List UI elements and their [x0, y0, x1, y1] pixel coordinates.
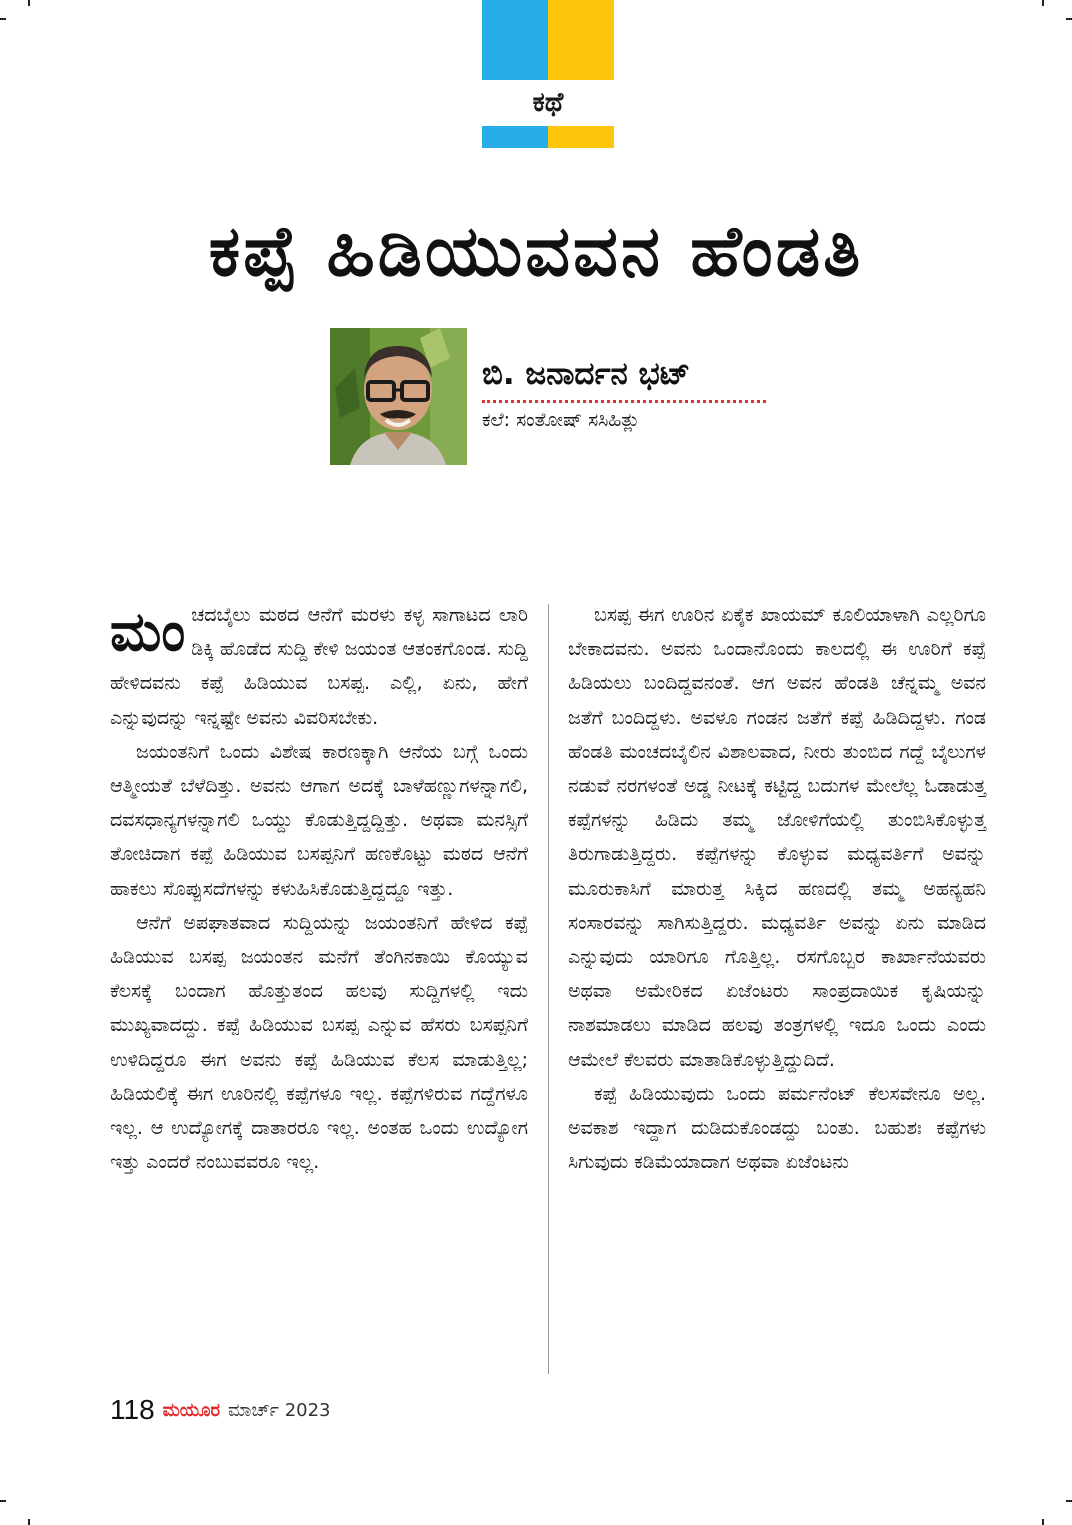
crop-mark-bottom-right	[1066, 1500, 1072, 1502]
section-label: ಕಥೆ	[532, 87, 564, 118]
story-paragraph: ಜಯಂತನಿಗೆ ಒಂದು ವಿಶೇಷ ಕಾರಣಕ್ಕಾಗಿ ಆನೆಯ ಬಗ್ಗೆ ಒಂದು ಆತ್ಮೀಯತೆ ಬೆಳೆದಿತ್ತು. ಅವನು ಆಗಾಗ ಅದಕ್ಕೆ ಬಾಳೆಹಣ್ಣುಗಳನ್ನಾಗಲಿ, ದವಸಧಾನ್ಯಗಳನ್ನಾಗಲಿ ಒಯ್ದು ಕೊಡುತ್ತಿದ್ದದ್ದಿತ್ತು. ಅಥವಾ ಮನಸ್ಸಿಗೆ ತೋಚಿದಾಗ ಕಪ್ಪೆ ಹಿಡಿಯುವ ಬಸಪ್ಪನಿಗೆ ಹಣಕೊಟ್ಟು ಮಠದ ಆನೆಗೆ ಹಾಕಲು ಸೊಪ್ಪುಸದೆಗಳನ್ನು ಕಳುಹಿಸಿಕೊಡುತ್ತಿದ್ದದ್ದೂ ಇತ್ತು.	[110, 740, 528, 900]
drop-cap: ಮಂ	[110, 600, 186, 663]
badge-yellow-strip	[548, 126, 614, 148]
page-number: 118	[110, 1394, 155, 1425]
story-paragraph: ಬಸಪ್ಪ ಈಗ ಊರಿನ ಏಕೈಕ ಖಾಯಮ್ ಕೂಲಿಯಾಳಾಗಿ ಎಲ್ಲರಿಗೂ ಬೇಕಾದವನು. ಅವನು ಒಂದಾನೊಂದು ಕಾಲದಲ್ಲಿ ಈ ಊರಿಗೆ ಕಪ್ಪೆ ಹಿಡಿಯಲು ಬಂದಿದ್ದವನಂತೆ. ಆಗ ಅವನ ಹೆಂಡತಿ ಚೆನ್ನಮ್ಮ ಅವನ ಜತೆಗೆ ಬಂದಿದ್ದಳು. ಅವಳೂ ಗಂಡನ ಜತೆಗೆ ಕಪ್ಪೆ ಹಿಡಿದಿದ್ದಳು. ಗಂಡ ಹೆಂಡತಿ ಮಂಚದಬೈಲಿನ ವಿಶಾಲವಾದ, ನೀರು ತುಂಬಿದ ಗದ್ದೆ ಬೈಲುಗಳ ನಡುವೆ ನರಗಳಂತೆ ಅಡ್ಡ ನೀಟಕ್ಕೆ ಕಟ್ಟಿದ್ದ ಬದುಗಳ ಮೇಲೆಲ್ಲ ಓಡಾಡುತ್ತ ಕಪ್ಪೆಗಳನ್ನು ಹಿಡಿದು ತಮ್ಮ ಜೋಳಿಗೆಯಲ್ಲಿ ತುಂಬಿಸಿಕೊಳ್ಳುತ್ತ ತಿರುಗಾಡುತ್ತಿದ್ದರು. ಕಪ್ಪೆಗಳನ್ನು ಕೊಳ್ಳುವ ಮಧ್ಯವರ್ತಿಗೆ ಅವನ್ನು ಮೂರುಕಾಸಿಗೆ ಮಾರುತ್ತ ಸಿಕ್ಕಿದ ಹಣದಲ್ಲಿ ತಮ್ಮ ಅಹನ್ಯಹನಿ ಸಂಸಾರವನ್ನು ಸಾಗಿಸುತ್ತಿದ್ದರು. ಮಧ್ಯವರ್ತಿ ಅವನ್ನು ಏನು ಮಾಡಿದ ಎನ್ನುವುದು ಯಾರಿಗೂ ಗೊತ್ತಿಲ್ಲ. ರಸಗೊಬ್ಬರ ಕಾರ್ಖಾನೆಯವರು ಅಥವಾ ಅಮೇರಿಕದ ಏಜೆಂಟರು ಸಾಂಪ್ರದಾಯಿಕ ಕೃಷಿಯನ್ನು ನಾಶಮಾಡಲು ಮಾಡಿದ ಹಲವು ತಂತ್ರಗಳಲ್ಲಿ ಇದೂ ಒಂದು ಎಂದು ಆಮೇಲೆ ಕೆಲವರು ಮಾತಾಡಿಕೊಳ್ಳುತ್ತಿದ್ದುದಿದೆ.	[568, 604, 986, 1071]
paragraph-text: ಚದಬೈಲು ಮಠದ ಆನೆಗೆ ಮರಳು ಕಳ್ಳ ಸಾಗಾಟದ ಲಾರಿ ಡಿಕ್ಕಿ ಹೊಡೆದ ಸುದ್ದಿ ಕೇಳಿ ಜಯಂತ ಆತಂಕಗೊಂಡ. ಸುದ್ದಿ ಹೇಳಿದವನು ಕಪ್ಪೆ ಹಿಡಿಯುವ ಬಸಪ್ಪ. ಎಲ್ಲಿ, ಏನು, ಹೇಗೆ ಎನ್ನುವುದನ್ನು ಇನ್ನಷ್ಟೇ ಅವನು ವಿವರಿಸಬೇಕು.	[110, 604, 528, 729]
story-column-right	[568, 598, 986, 1179]
story-title: ಕಪ್ಪೆ ಹಿಡಿಯುವವನ ಹೆಂಡತಿ	[208, 210, 864, 292]
author-divider	[482, 400, 766, 403]
crop-mark-top-left-v	[28, 0, 30, 6]
badge-yellow-block	[548, 0, 614, 80]
crop-mark-bottom-left-v	[28, 1519, 30, 1525]
crop-mark-bottom-left	[0, 1500, 6, 1502]
story-column-left	[110, 598, 528, 1179]
crop-mark-top-right-v	[1042, 0, 1044, 6]
magazine-logo: ಮಯೂರ	[162, 1399, 221, 1421]
story-paragraph: ಆನೆಗೆ ಅಪಘಾತವಾದ ಸುದ್ದಿಯನ್ನು ಜಯಂತನಿಗೆ ಹೇಳಿದ ಕಪ್ಪೆ ಹಿಡಿಯುವ ಬಸಪ್ಪ ಜಯಂತನ ಮನೆಗೆ ತೆಂಗಿನಕಾಯಿ ಕೊಯ್ಯುವ ಕೆಲಸಕ್ಕೆ ಬಂದಾಗ ಹೊತ್ತುತಂದ ಹಲವು ಸುದ್ದಿಗಳಲ್ಲಿ ಇದು ಮುಖ್ಯವಾದದ್ದು. ಕಪ್ಪೆ ಹಿಡಿಯುವ ಬಸಪ್ಪ ಎನ್ನುವ ಹೆಸರು ಬಸಪ್ಪನಿಗೆ ಉಳಿದಿದ್ದರೂ ಈಗ ಅವನು ಕಪ್ಪೆ ಹಿಡಿಯುವ ಕೆಲಸ ಮಾಡುತ್ತಿಲ್ಲ; ಹಿಡಿಯಲಿಕ್ಕೆ ಈಗ ಊರಿನಲ್ಲಿ ಕಪ್ಪೆಗಳೂ ಇಲ್ಲ. ಕಪ್ಪೆಗಳಿರುವ ಗದ್ದೆಗಳೂ ಇಲ್ಲ. ಆ ಉದ್ಯೋಗಕ್ಕೆ ದಾತಾರರೂ ಇಲ್ಲ. ಅಂತಹ ಒಂದು ಉದ್ಯೋಗ ಇತ್ತು ಎಂದರೆ ನಂಬುವವರೂ ಇಲ್ಲ.	[110, 911, 528, 1174]
badge-blue-block	[482, 0, 548, 80]
section-badge	[482, 0, 614, 150]
story-paragraph	[110, 598, 528, 735]
crop-mark-bottom-right-v	[1042, 1519, 1044, 1525]
crop-mark-top-left	[0, 18, 6, 20]
author-portrait-image	[330, 328, 467, 465]
page-footer	[110, 1392, 331, 1428]
author-name: ಬಿ. ಜನಾರ್ದನ ಭಟ್	[482, 356, 691, 392]
author-photo	[330, 328, 467, 465]
story-paragraph: ಕಪ್ಪೆ ಹಿಡಿಯುವುದು ಒಂದು ಪರ್ಮನೆಂಟ್ ಕೆಲಸವೇನೂ ಅಲ್ಲ. ಅವಕಾಶ ಇದ್ದಾಗ ದುಡಿದುಕೊಂಡದ್ದು ಬಂತು. ಬಹುಶಃ ಕಪ್ಪೆಗಳು ಸಿಗುವುದು ಕಡಿಮೆಯಾದಾಗ ಅಥವಾ ಏಜೆಂಟನು	[568, 1082, 986, 1174]
issue-date: ಮಾರ್ಚ್ 2023	[228, 1399, 331, 1421]
badge-blue-strip	[482, 126, 548, 148]
illustrator-credit: ಕಲೆ: ಸಂತೋಷ್ ಸಸಿಹಿತ್ಲು	[482, 409, 640, 431]
crop-mark-top-right	[1066, 18, 1072, 20]
column-divider	[548, 604, 549, 1374]
